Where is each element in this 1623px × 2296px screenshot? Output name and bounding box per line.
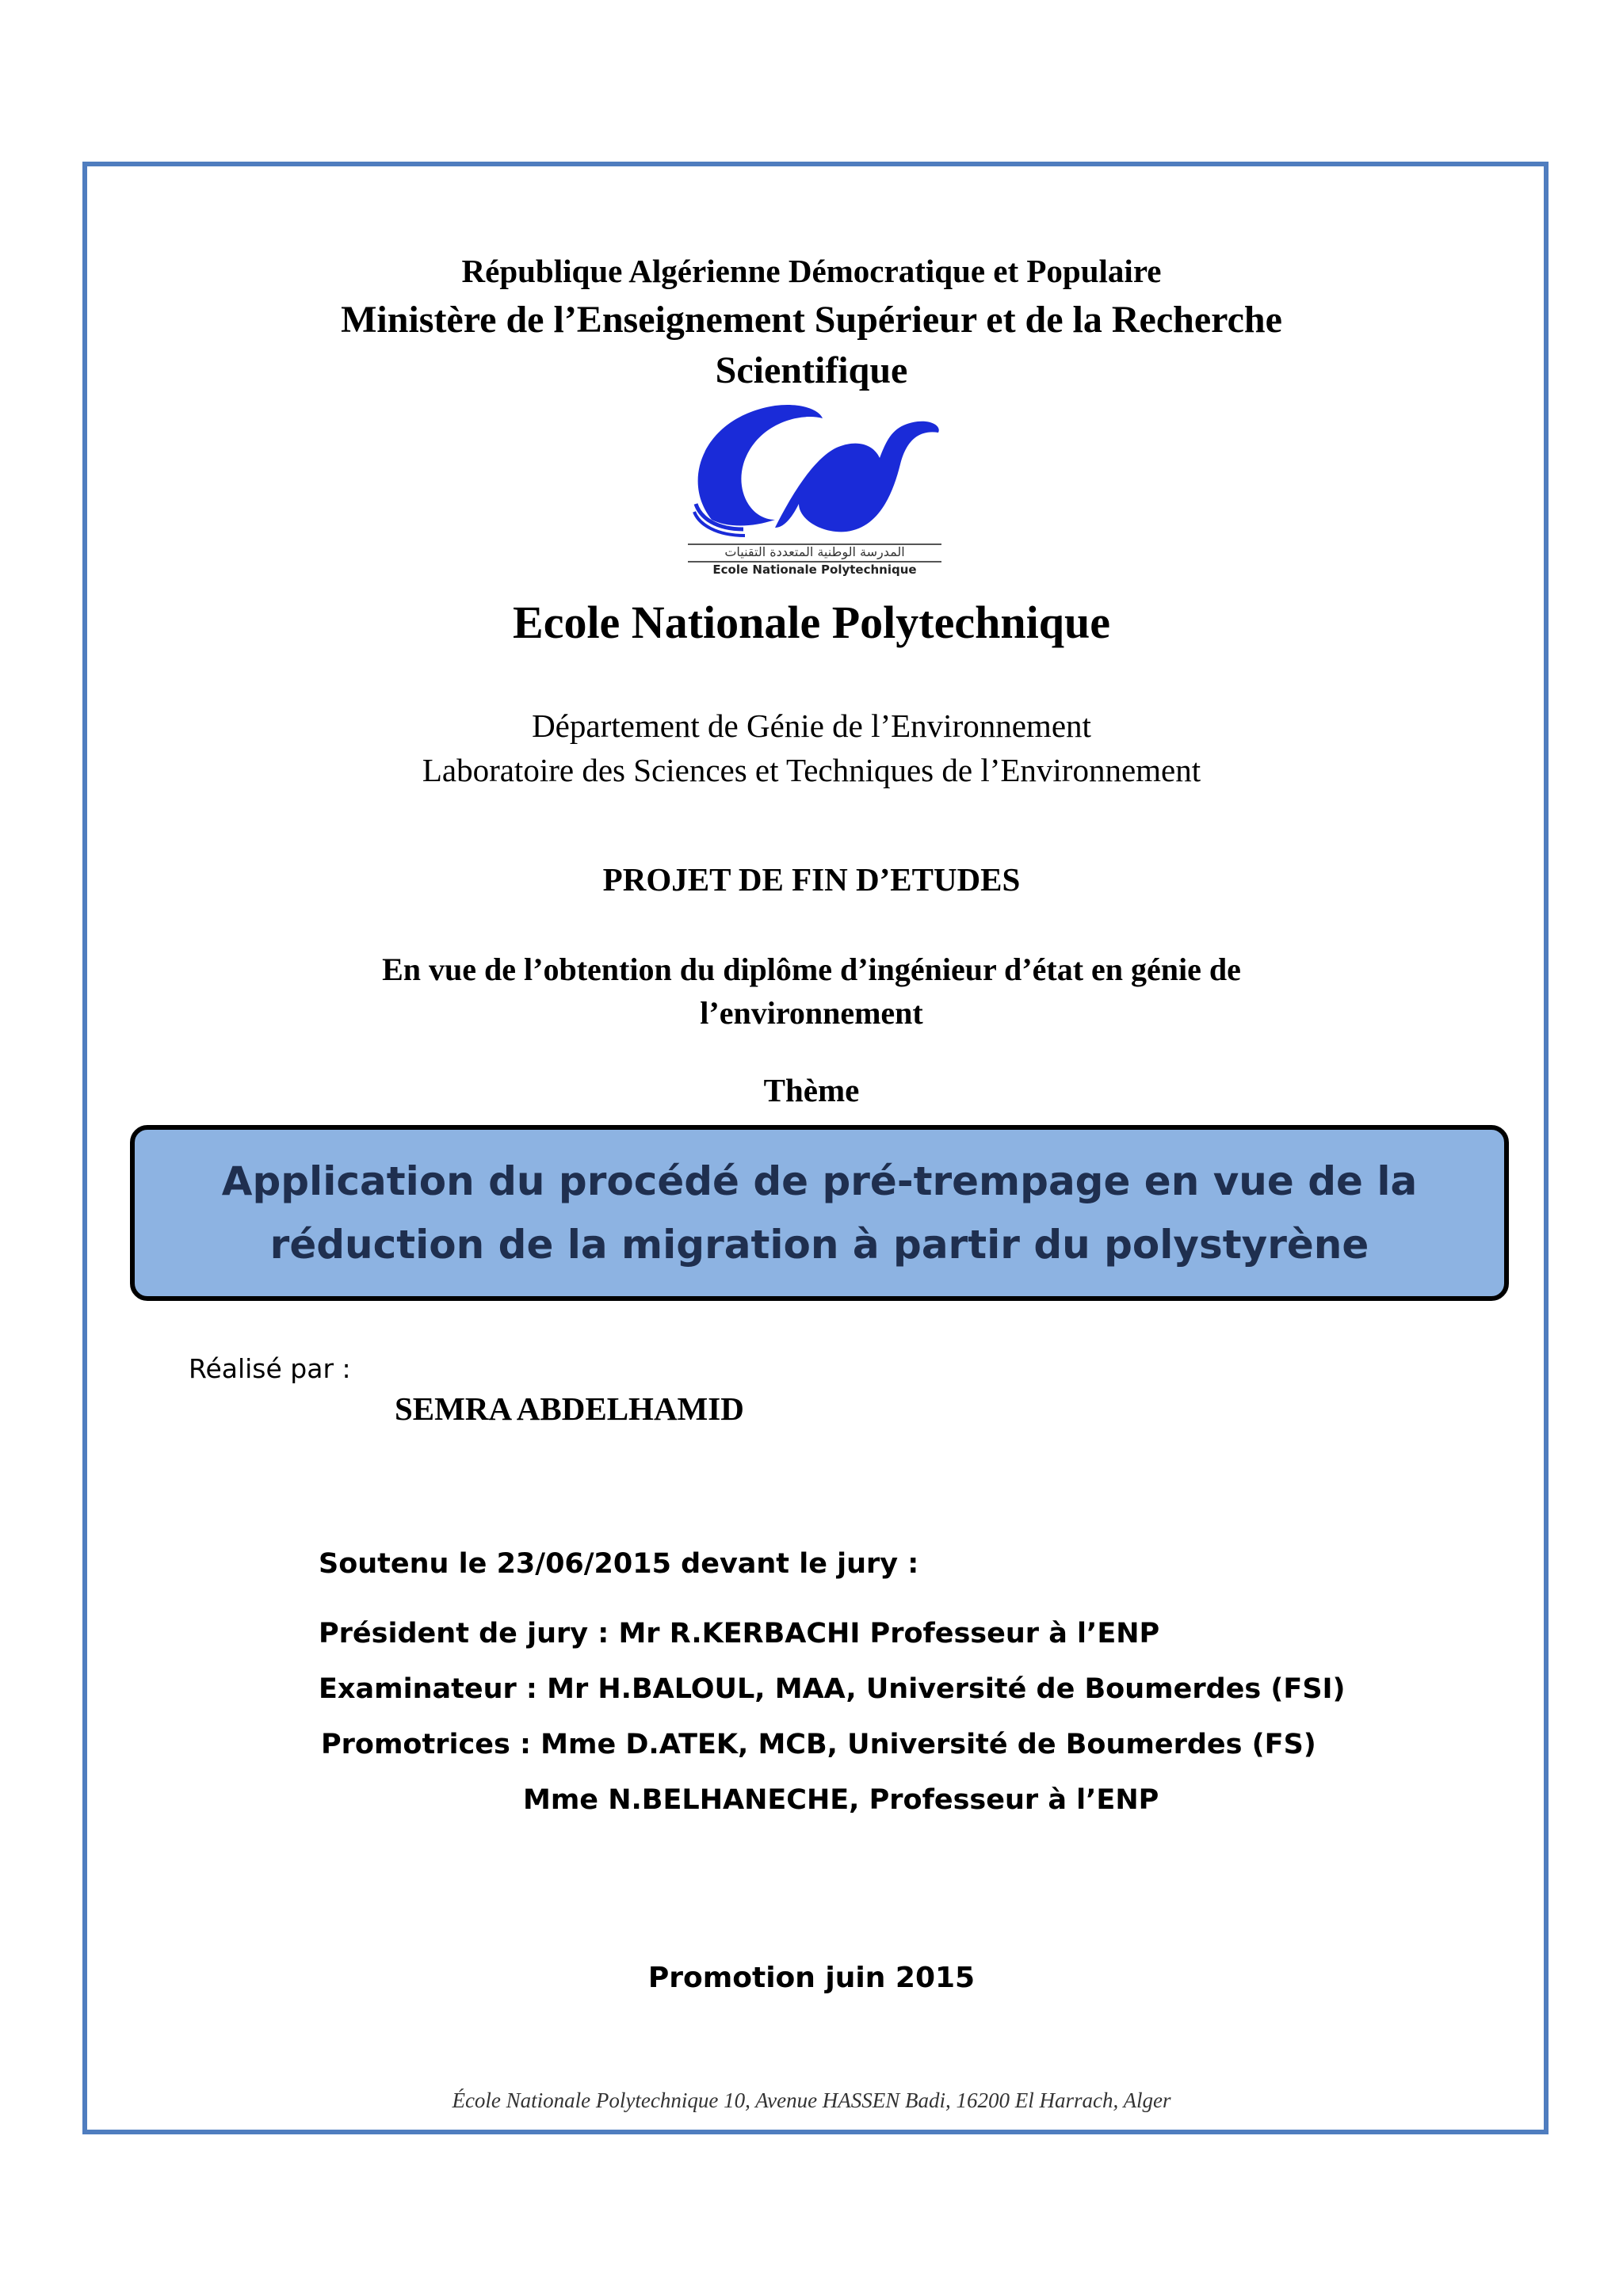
logo-latin-text: Ecole Nationale Polytechnique	[712, 563, 917, 577]
footer-address: École Nationale Polytechnique 10, Avenue HASSEN Badi, 16200 El Harrach, Alger	[452, 2088, 1171, 2112]
defense-date: Soutenu le 23/06/2015 devant le jury :	[319, 1548, 919, 1580]
department-block	[0, 704, 1623, 792]
author-name: SEMRA ABDELHAMID	[395, 1390, 744, 1427]
diploma-description	[0, 948, 1623, 1035]
school-name: Ecole Nationale Polytechnique	[513, 597, 1110, 648]
theme-title	[146, 1150, 1493, 1276]
promotion: Promotion juin 2015	[647, 1962, 976, 1994]
ministry-line-1: Ministère de l’Enseignement Supérieur et de la Recherche	[341, 299, 1282, 341]
theme-box	[130, 1125, 1509, 1301]
jury-supervisor-1: Promotrices : Mme D.ATEK, MCB, Université de Boumerdes (FS)	[321, 1729, 1316, 1760]
laboratory-name: Laboratoire des Sciences et Techniques de l’Environnement	[422, 752, 1201, 788]
jury-president: Président de jury : Mr R.KERBACHI Professeur à l’ENP	[319, 1618, 1160, 1650]
ministry-heading	[0, 295, 1623, 396]
jury-supervisor-2: Mme N.BELHANECHE, Professeur à l’ENP	[523, 1784, 1159, 1816]
diploma-line-2: l’environnement	[700, 995, 923, 1031]
republic-heading: République Algérienne Démocratique et Populaire	[461, 253, 1162, 289]
theme-title-line-2: réduction de la migration à partir du polystyrène	[269, 1222, 1369, 1268]
department-name: Département de Génie de l’Environnement	[532, 707, 1091, 744]
jury-examiner: Examinateur : Mr H.BALOUL, MAA, Université de Boumerdes (FSI)	[319, 1673, 1346, 1705]
ministry-line-2: Scientifique	[715, 349, 908, 391]
school-logo	[680, 401, 946, 580]
diploma-line-1: En vue de l’obtention du diplôme d’ingénieur d’état en génie de	[382, 952, 1241, 987]
theme-title-line-1: Application du procédé de pré-trempage en vue de la	[221, 1158, 1418, 1204]
logo-arabic-text: المدرسة الوطنية المتعددة التقنيات	[724, 544, 905, 559]
project-type: PROJET DE FIN D’ETUDES	[602, 861, 1021, 898]
theme-label: Thème	[763, 1072, 860, 1108]
realise-label: Réalisé par :	[189, 1353, 351, 1384]
